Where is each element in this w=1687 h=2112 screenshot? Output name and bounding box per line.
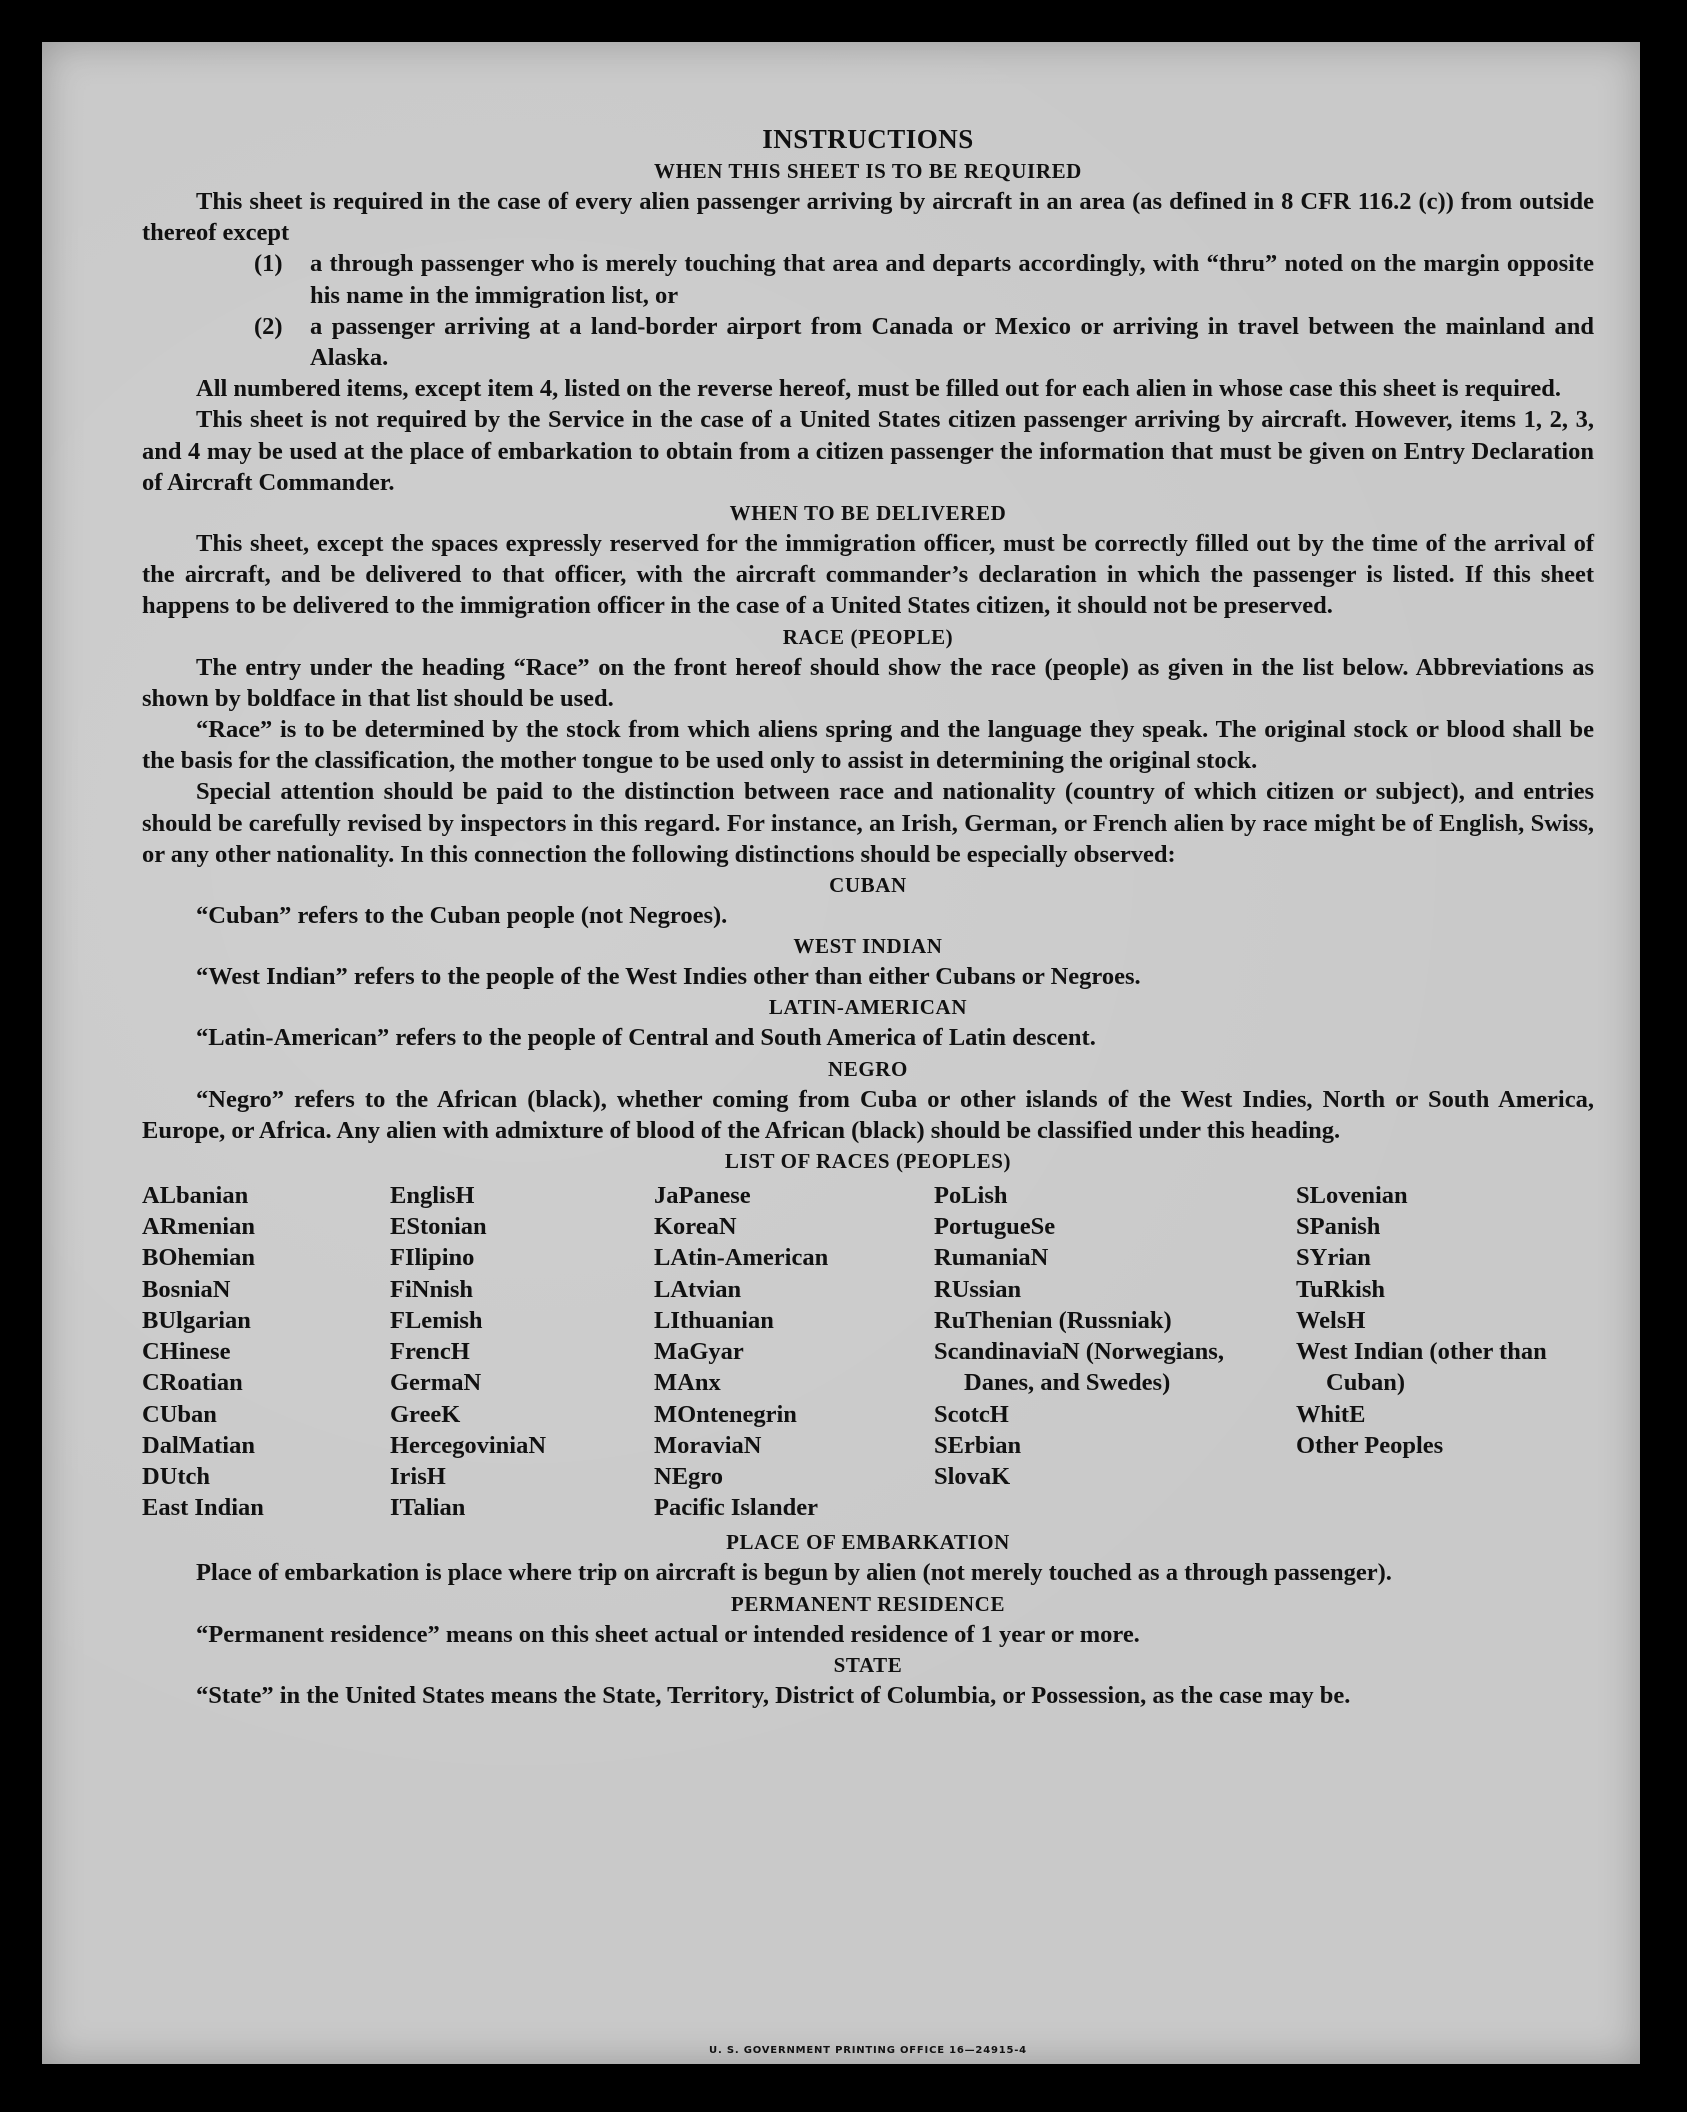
race-entry: FiNnish [390,1275,474,1303]
instructions-content [142,122,1594,2056]
exception-item-1 [142,248,1594,310]
race-entry: MOntenegrin [654,1400,797,1428]
race-entry: ARmenian [142,1213,255,1241]
section-heading-latin-american: LATIN-AMERICAN [768,995,968,1020]
race-entry: CRoatian [142,1369,243,1397]
section-heading-cuban: CUBAN [829,873,907,898]
cuban-paragraph: “Cuban” refers to the Cuban people (not Negroes). [196,902,728,930]
exception-item-2-text: a passenger arriving at a land-border airport from Canada or Mexico or arriving in travel between the mainland and Alaska. [310,312,1594,372]
races-column-5 [1296,1180,1594,1523]
race-entry: ITalian [390,1494,466,1522]
race-entry: FLemish [390,1306,483,1334]
section-heading-race: RACE (PEOPLE) [782,624,954,649]
race-entry: MoraviaN [654,1431,762,1459]
race-entry: EnglisH [390,1182,475,1210]
race-entry: DUtch [142,1462,211,1490]
negro-paragraph: “Negro” refers to the African (black), whether coming from Cuba or other islands of the West Indies, North or South America, Europe, or Africa. Any alien with admixture of blood of the African (black) should be classified under this heading. [142,1085,1594,1144]
section-heading-negro: NEGRO [827,1056,908,1081]
race-entry: FIlipino [390,1244,475,1272]
race-entry: IrisH [390,1462,446,1490]
races-column-2 [390,1180,654,1523]
race-entry: Other Peoples [1296,1431,1444,1459]
race-entry: JaPanese [654,1182,751,1210]
race-entry: LAtvian [654,1275,742,1303]
race-entry: SErbian [934,1431,1022,1459]
residence-paragraph: “Permanent residence” means on this sheet actual or intended residence of 1 year or more. [196,1620,1140,1648]
required-paragraph-2: All numbered items, except item 4, listed on the reverse hereof, must be filled out for each alien in whose case this sheet is required. [196,375,1562,403]
exception-item-2 [142,311,1594,373]
race-entry: LAtin-American [654,1244,829,1272]
race-entry: ScandinaviaN (Norwegians, Danes, and Swedes) [934,1338,1224,1397]
race-entry: BosniaN [142,1275,231,1303]
section-heading-embarkation: PLACE OF EMBARKATION [726,1530,1010,1555]
race-entry: Pacific Islander [654,1494,818,1522]
section-heading-required: WHEN THIS SHEET IS TO BE REQUIRED [654,159,1082,183]
required-paragraph-3: This sheet is not required by the Service in the case of a United States citizen passenger arriving by aircraft. However, items 1, 2, 3, and 4 may be used at the place of embarkation to obtain from a citizen passenger the information that must be given on Entry Declaration of Aircraft Commander. [142,406,1594,496]
race-entry: ALbanian [142,1182,249,1210]
embarkation-paragraph: Place of embarkation is place where trip on aircraft is begun by alien (not merely touched as a through passenger). [196,1559,1392,1587]
race-entry: WhitE [1296,1400,1366,1428]
race-entry: SPanish [1296,1213,1381,1241]
printing-office-footer: U. S. GOVERNMENT PRINTING OFFICE 16—24915-4 [709,2045,1027,2056]
race-entry: MAnx [654,1369,721,1397]
races-list-heading: LIST OF RACES (PEOPLES) [724,1149,1012,1174]
race-entry: ScotcH [934,1400,1009,1428]
race-entry: BUlgarian [142,1306,251,1334]
races-column-4 [934,1180,1296,1523]
race-entry: BOhemian [142,1244,255,1272]
race-entry: FrencH [390,1338,470,1366]
required-paragraph-1: This sheet is required in the case of every alien passenger arriving by aircraft in an area (as defined in 8 CFR 116.2 (c)) from outside thereof except [142,188,1594,247]
section-heading-residence: PERMANENT RESIDENCE [730,1591,1006,1616]
race-entry: SlovaK [934,1462,1011,1490]
race-entry: TuRkish [1296,1275,1386,1303]
section-heading-west-indian: WEST INDIAN [793,934,943,959]
race-entry: RumaniaN [934,1244,1049,1272]
race-paragraph-2: “Race” is to be determined by the stock from which aliens spring and the language they speak. The original stock or blood shall be the basis for the classification, the mother tongue to be used only to assist in determining the original stock. [142,716,1594,775]
race-entry: RuThenian (Russniak) [934,1306,1172,1334]
race-entry: SLovenian [1296,1182,1408,1210]
race-entry: HercegoviniaN [390,1431,547,1459]
race-entry: MaGyar [654,1338,744,1366]
race-entry: KoreaN [654,1213,737,1241]
race-entry: PortugueSe [934,1213,1056,1241]
race-paragraph-1: The entry under the heading “Race” on the front hereof should show the race (people) as given in the list below. Abbreviations as shown by boldface in that list should be used. [142,653,1594,712]
page-title: INSTRUCTIONS [762,124,974,154]
races-column-3 [654,1180,934,1523]
races-list [142,1180,1594,1523]
latin-american-paragraph: “Latin-American” refers to the people of Central and South America of Latin descent. [196,1024,1096,1052]
race-entry: DalMatian [142,1431,255,1459]
race-entry: GreeK [390,1400,461,1428]
exception-item-1-text: a through passenger who is merely touching that area and departs accordingly, with “thru” noted on the margin opposite his name in the immigration list, or [310,250,1594,309]
race-entry: CUban [142,1400,217,1428]
document-sheet [42,42,1640,2064]
section-heading-state: STATE [833,1652,903,1677]
races-column-1 [142,1180,390,1523]
race-entry: EStonian [390,1213,487,1241]
section-heading-delivered: WHEN TO BE DELIVERED [729,501,1007,526]
race-entry: East Indian [142,1494,264,1522]
race-entry: WelsH [1296,1306,1366,1334]
state-paragraph: “State” in the United States means the State, Territory, District of Columbia, or Possession, as the case may be. [196,1681,1351,1709]
race-entry: LIthuanian [654,1306,774,1334]
race-paragraph-3: Special attention should be paid to the distinction between race and nationality (country of which citizen or subject), and entries should be carefully revised by inspectors in this regard. For instance, an Irish, German, or French alien by race might be of English, Swiss, or any other nationality. In this connection the following distinctions should be especially observed: [142,778,1594,868]
race-entry: PoLish [934,1182,1008,1210]
race-entry: West Indian (other than Cuban) [1296,1338,1547,1397]
exception-item-2-number: (2) [254,312,283,340]
race-entry: CHinese [142,1338,231,1366]
west-indian-paragraph: “West Indian” refers to the people of the West Indies other than either Cubans or Negroes. [196,963,1141,991]
race-entry: RUssian [934,1275,1022,1303]
delivered-paragraph: This sheet, except the spaces expressly reserved for the immigration officer, must be correctly filled out by the time of the arrival of the aircraft, and be delivered to that officer, with the aircraft commander’s declaration in which the passenger is listed. If this sheet happens to be delivered to the immigration officer in the case of a United States citizen, it should not be preserved. [142,530,1594,620]
race-entry: NEgro [654,1462,723,1490]
exception-item-1-number: (1) [254,250,283,278]
race-entry: SYrian [1296,1244,1371,1272]
race-entry: GermaN [390,1369,482,1397]
